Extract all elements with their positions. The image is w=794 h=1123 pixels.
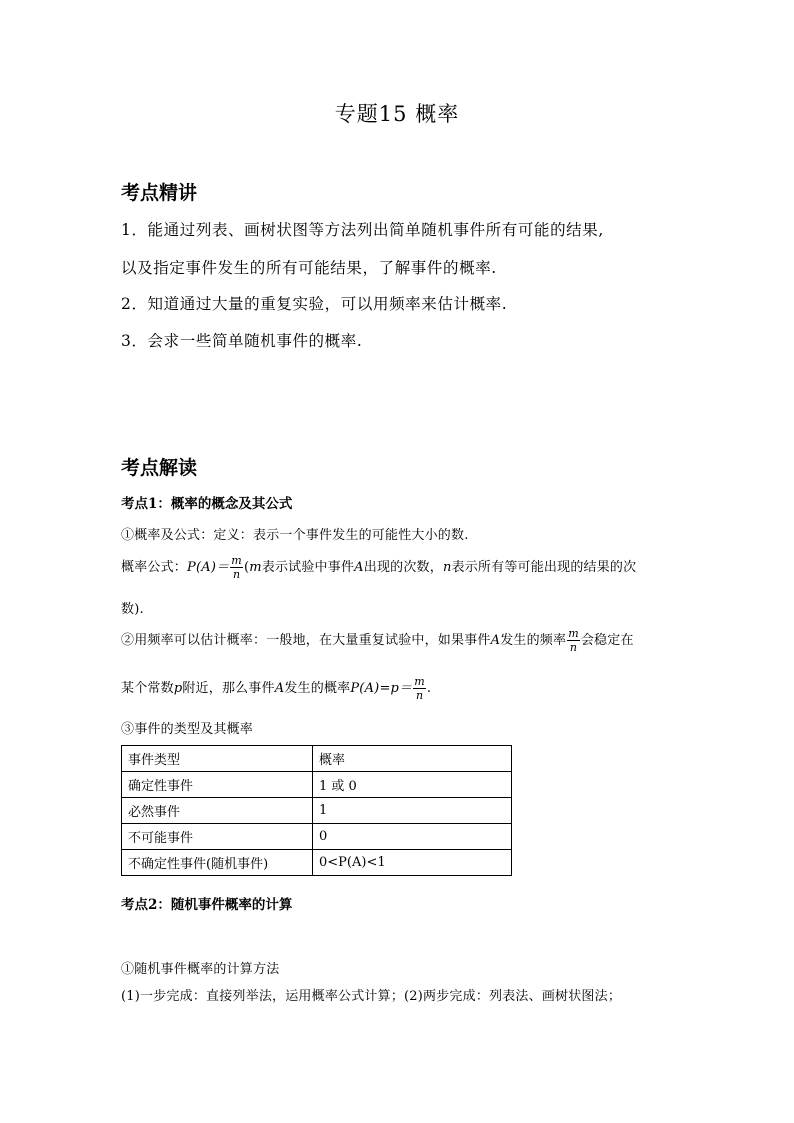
calc-method-heading: ①随机事件概率的计算方法 <box>121 962 280 977</box>
kp2-heading: 考点2：随机事件概率的计算 <box>121 897 293 913</box>
table-header-row <box>122 746 512 772</box>
list-item: 1．能通过列表、画树状图等方法列出简单随机事件所有可能的结果, <box>121 221 604 239</box>
table-cell: 1 或 0 <box>313 772 512 798</box>
formula-tail: 数). <box>121 602 144 617</box>
table-row <box>122 772 512 798</box>
section-heading-interpretation: 考点解读 <box>121 457 198 479</box>
fraction-m-over-n: $\frac{m}{n}$ <box>414 675 425 702</box>
table-row <box>122 824 512 850</box>
list-item: 以及指定事件发生的所有可能结果，了解事件的概率. <box>121 259 497 277</box>
table-cell: 确定性事件 <box>122 772 313 798</box>
calc-method-line: (1)一步完成：直接列举法，运用概率公式计算；(2)两步完成：列表法、画树状图法； <box>121 989 622 1004</box>
fraction-m-over-n: $\frac{m}{n}$ <box>231 554 242 581</box>
formula-lhs: P(A)＝ <box>187 560 230 575</box>
frequency-line: ②用频率可以估计概率：一般地，在大量重复试验中，如果事件A发生的频率 $\frac{m}{n}$ 会稳定在 <box>121 627 634 654</box>
table-cell: 0 <box>313 824 512 850</box>
table-cell: 1 <box>313 798 512 824</box>
definition-line: ①概率及公式：定义：表示一个事件发生的可能性大小的数. <box>121 528 469 543</box>
section-heading-key-points: 考点精讲 <box>121 182 198 204</box>
table-row <box>122 850 512 876</box>
probability-formula-line: 概率公式：P(A)＝ $\frac{m}{n}$ (m表示试验中事件A出现的次数，n表示所有等可能出现的结果的次 <box>121 554 637 581</box>
page-title: 专题15 概率 <box>334 102 460 126</box>
event-types-heading: ③事件的类型及其概率 <box>121 722 254 737</box>
constant-line: 某个常数p附近，那么事件A发生的概率P(A)=p＝ $\frac{m}{n}$ . <box>121 675 432 702</box>
event-types-table <box>121 745 512 876</box>
table-cell: 不可能事件 <box>122 824 313 850</box>
table-row <box>122 798 512 824</box>
list-item: 2．知道通过大量的重复实验，可以用频率来估计概率. <box>121 295 508 313</box>
fraction-m-over-n: $\frac{m}{n}$ <box>568 627 579 654</box>
table-header-cell: 事件类型 <box>122 746 313 772</box>
table-cell: 必然事件 <box>122 798 313 824</box>
kp1-heading: 考点1：概率的概念及其公式 <box>121 496 293 512</box>
list-item: 3．会求一些简单随机事件的概率. <box>121 332 363 350</box>
table-cell: 0<P(A)<1 <box>313 850 512 876</box>
table-header-cell: 概率 <box>313 746 512 772</box>
table-cell: 不确定性事件(随机事件) <box>122 850 313 876</box>
